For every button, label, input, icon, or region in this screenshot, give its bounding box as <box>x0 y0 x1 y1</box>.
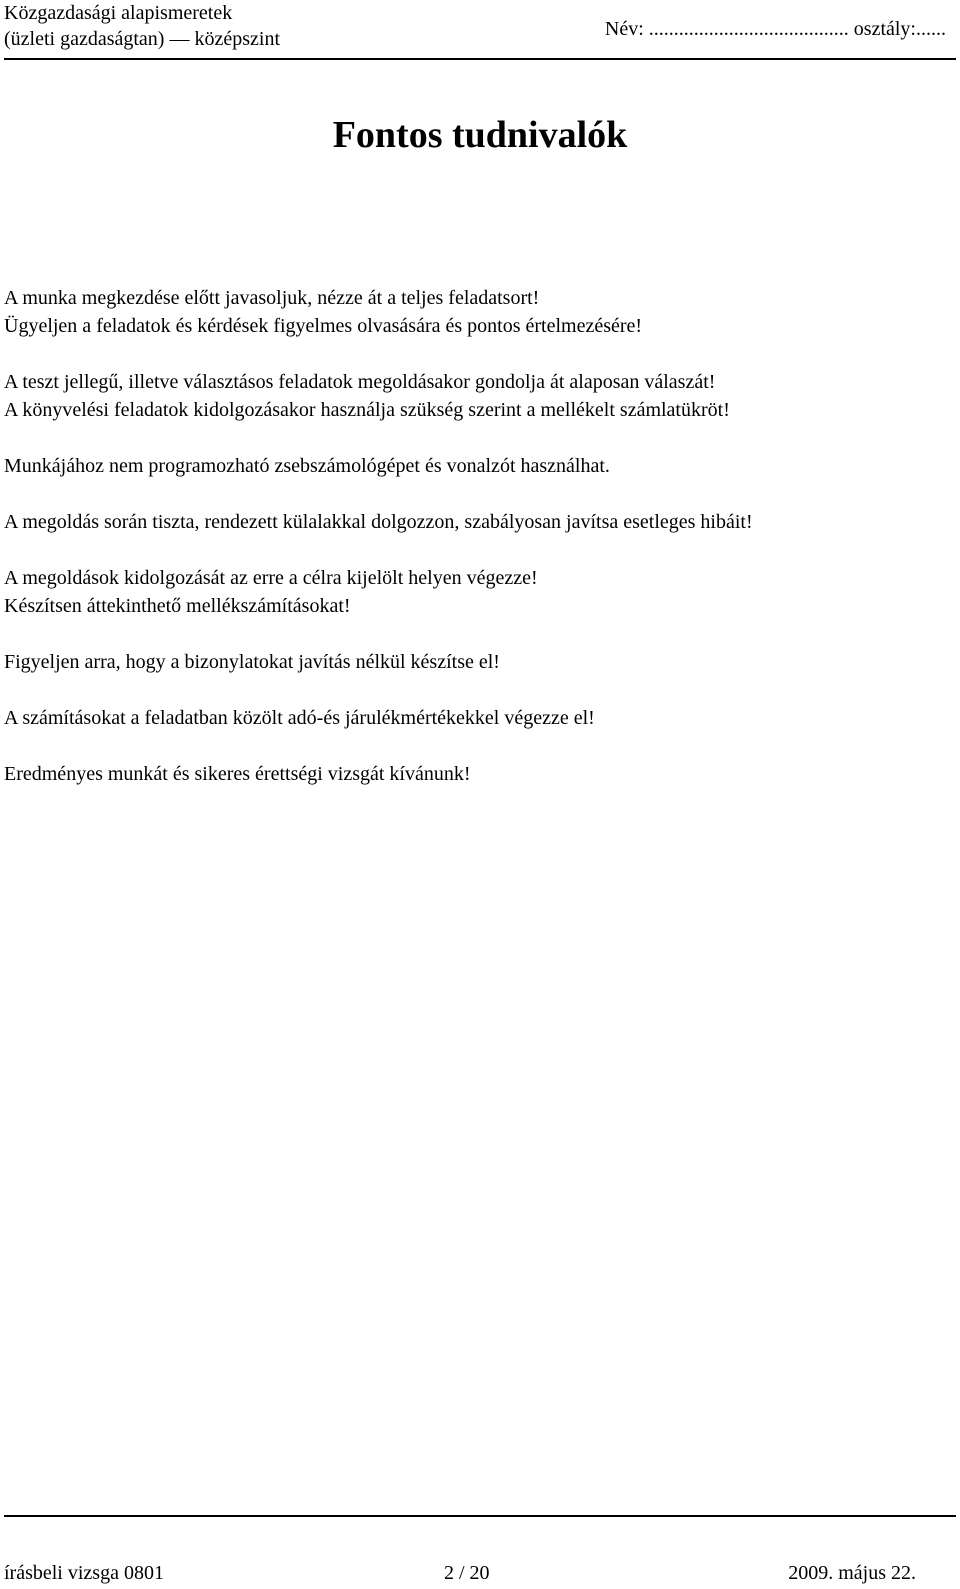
instructions <box>4 284 954 816</box>
paragraph <box>4 284 954 340</box>
paragraph <box>4 760 954 788</box>
text-line: Készítsen áttekinthető mellékszámításokat! <box>4 595 351 617</box>
page-title: Fontos tudnivalók <box>332 114 628 156</box>
exam-code: írásbeli vizsga 0801 <box>4 1562 164 1584</box>
paragraph <box>4 648 954 676</box>
text-line: Figyeljen arra, hogy a bizonylatokat javítás nélkül készítse el! <box>4 651 500 673</box>
footer-divider <box>4 1515 956 1517</box>
paragraph <box>4 564 954 620</box>
name-class-field: Név: ........................................ osztály:...... <box>604 18 946 40</box>
text-line: A könyvelési feladatok kidolgozásakor használja szükség szerint a mellékelt számlatükröt! <box>4 399 730 421</box>
header-divider <box>4 58 956 60</box>
text-line: A megoldások kidolgozását az erre a célra kijelölt helyen végezze! <box>4 567 538 589</box>
paragraph <box>4 704 954 732</box>
text-line: A munka megkezdése előtt javasoljuk, nézze át a teljes feladatsort! <box>4 287 540 309</box>
page-number: 2 / 20 <box>444 1562 490 1584</box>
paragraph <box>4 508 954 536</box>
paragraph <box>4 452 954 480</box>
subject-line-1: Közgazdasági alapismeretek <box>4 2 233 24</box>
exam-date: 2009. május 22. <box>788 1562 916 1584</box>
text-line: A számításokat a feladatban közölt adó-és járulékmértékekkel végezze el! <box>4 707 595 729</box>
text-line: A teszt jellegű, illetve választásos feladatok megoldásakor gondolja át alaposan válaszát! <box>4 371 716 393</box>
page-header <box>4 0 956 60</box>
text-line: Munkájához nem programozható zsebszámológépet és vonalzót használhat. <box>4 455 610 477</box>
subject-heading <box>4 0 280 52</box>
text-line: Eredményes munkát és sikeres érettségi vizsgát kívánunk! <box>4 763 471 785</box>
paragraph <box>4 368 954 424</box>
text-line: A megoldás során tiszta, rendezett külalakkal dolgozzon, szabályosan javítsa esetleges hibáit! <box>4 511 753 533</box>
subject-line-2: (üzleti gazdaságtan) — középszint <box>4 28 280 50</box>
text-line: Ügyeljen a feladatok és kérdések figyelmes olvasására és pontos értelmezésére! <box>4 315 643 337</box>
